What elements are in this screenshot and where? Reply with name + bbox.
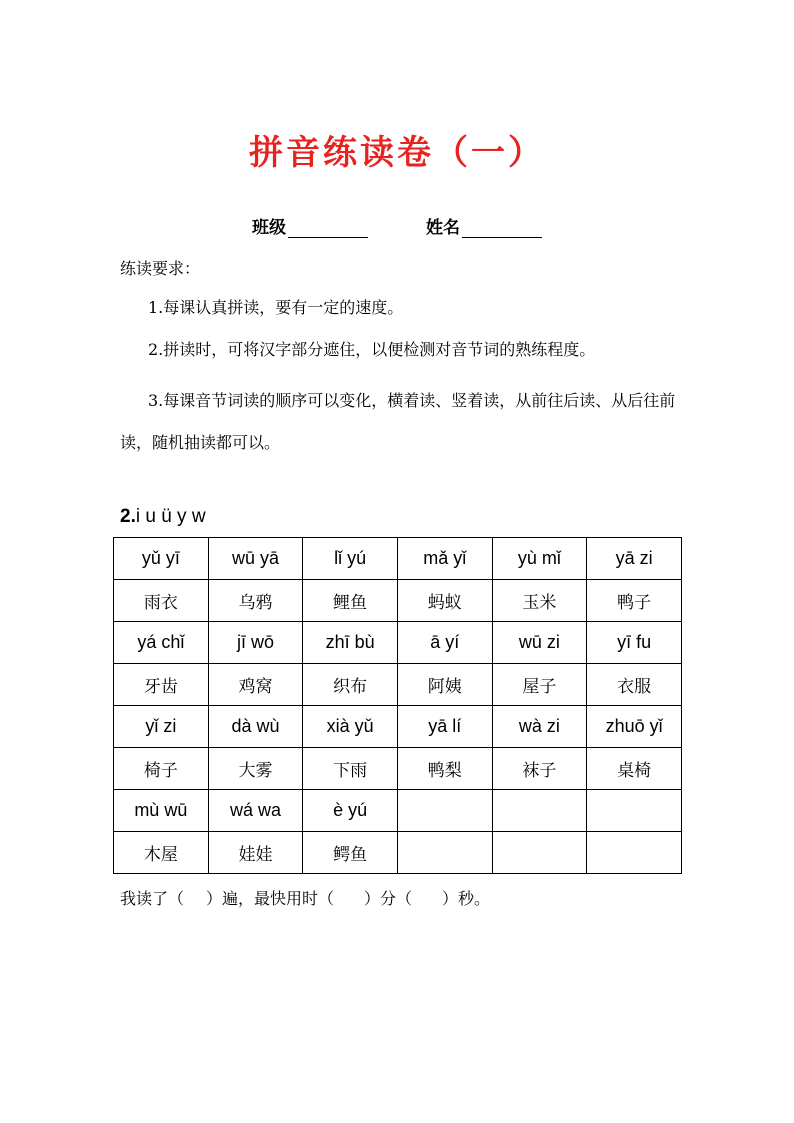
hanzi-cell: 大雾 bbox=[208, 748, 303, 790]
pinyin-cell: mù wū bbox=[114, 790, 209, 832]
pinyin-cell: yù mǐ bbox=[492, 538, 587, 580]
section-heading bbox=[120, 506, 206, 528]
pinyin-cell: yǔ yī bbox=[114, 538, 209, 580]
pinyin-row bbox=[114, 790, 682, 832]
pinyin-cell: zhuō yǐ bbox=[587, 706, 682, 748]
hanzi-cell: 牙齿 bbox=[114, 664, 209, 706]
name-field bbox=[426, 213, 542, 238]
pinyin-cell: zhī bù bbox=[303, 622, 398, 664]
pinyin-cell: dà wù bbox=[208, 706, 303, 748]
hanzi-cell: 下雨 bbox=[303, 748, 398, 790]
hanzi-cell: 衣服 bbox=[587, 664, 682, 706]
pinyin-cell: xià yǔ bbox=[303, 706, 398, 748]
pinyin-cell: yǐ zi bbox=[114, 706, 209, 748]
requirement-2: 2.拼读时，可将汉字部分遮住，以便检测对音节词的熟练程度。 bbox=[148, 340, 596, 359]
footer-text-1: 我读了（ bbox=[120, 889, 185, 908]
hanzi-cell: 鸡窝 bbox=[208, 664, 303, 706]
pinyin-cell: lǐ yú bbox=[303, 538, 398, 580]
hanzi-cell: 鲤鱼 bbox=[303, 580, 398, 622]
class-blank[interactable] bbox=[288, 219, 368, 238]
page-title: 拼音练读卷（一） bbox=[249, 133, 545, 173]
pinyin-cell: yā lí bbox=[397, 706, 492, 748]
class-field bbox=[252, 213, 368, 238]
pinyin-cell: yā zi bbox=[587, 538, 682, 580]
section-number: 2. bbox=[120, 506, 136, 527]
pinyin-row bbox=[114, 538, 682, 580]
requirements-title: 练读要求： bbox=[120, 259, 201, 278]
hanzi-cell: 娃娃 bbox=[208, 832, 303, 874]
pinyin-cell: jī wō bbox=[208, 622, 303, 664]
footer-text-3: ）分（ bbox=[364, 889, 413, 908]
pinyin-cell: wū yā bbox=[208, 538, 303, 580]
pinyin-cell: wá wa bbox=[208, 790, 303, 832]
pinyin-cell: ā yí bbox=[397, 622, 492, 664]
hanzi-cell: 屋子 bbox=[492, 664, 587, 706]
hanzi-cell: 木屋 bbox=[114, 832, 209, 874]
pinyin-cell: wà zi bbox=[492, 706, 587, 748]
pinyin-cell-empty bbox=[397, 790, 492, 832]
pinyin-cell: yī fu bbox=[587, 622, 682, 664]
pinyin-cell-empty bbox=[587, 790, 682, 832]
hanzi-cell: 鸭梨 bbox=[397, 748, 492, 790]
footer-text-4: ）秒。 bbox=[442, 889, 491, 908]
pinyin-cell: mǎ yǐ bbox=[397, 538, 492, 580]
pinyin-cell: yá chǐ bbox=[114, 622, 209, 664]
footer-text-2: ）遍，最快用时（ bbox=[206, 889, 335, 908]
hanzi-cell: 桌椅 bbox=[587, 748, 682, 790]
hanzi-cell-empty bbox=[587, 832, 682, 874]
hanzi-row bbox=[114, 664, 682, 706]
hanzi-row bbox=[114, 748, 682, 790]
hanzi-row bbox=[114, 580, 682, 622]
name-blank[interactable] bbox=[462, 219, 542, 238]
hanzi-row bbox=[114, 832, 682, 874]
hanzi-cell: 蚂蚁 bbox=[397, 580, 492, 622]
pinyin-row bbox=[114, 622, 682, 664]
pinyin-table bbox=[113, 537, 682, 874]
hanzi-cell: 椅子 bbox=[114, 748, 209, 790]
hanzi-cell: 玉米 bbox=[492, 580, 587, 622]
pinyin-row bbox=[114, 706, 682, 748]
pinyin-cell-empty bbox=[492, 790, 587, 832]
hanzi-cell: 乌鸦 bbox=[208, 580, 303, 622]
reading-record-line bbox=[120, 886, 490, 909]
name-label: 姓名 bbox=[425, 218, 460, 238]
hanzi-cell: 鸭子 bbox=[587, 580, 682, 622]
section-letters: i u ü y w bbox=[135, 506, 206, 527]
hanzi-cell-empty bbox=[492, 832, 587, 874]
pinyin-cell: è yú bbox=[303, 790, 398, 832]
hanzi-cell: 袜子 bbox=[492, 748, 587, 790]
hanzi-cell: 雨衣 bbox=[114, 580, 209, 622]
pinyin-cell: wū zi bbox=[492, 622, 587, 664]
hanzi-cell-empty bbox=[397, 832, 492, 874]
requirement-1: 1.每课认真拼读，要有一定的速度。 bbox=[148, 298, 404, 317]
class-label: 班级 bbox=[252, 218, 287, 238]
hanzi-cell: 织布 bbox=[303, 664, 398, 706]
requirement-3: 3.每课音节词读的顺序可以变化，横着读、竖着读，从前往后读、从后往前读，随机抽读都可以。 bbox=[120, 391, 676, 452]
hanzi-cell: 阿姨 bbox=[397, 664, 492, 706]
hanzi-cell: 鳄鱼 bbox=[303, 832, 398, 874]
class-name-line bbox=[0, 213, 794, 238]
